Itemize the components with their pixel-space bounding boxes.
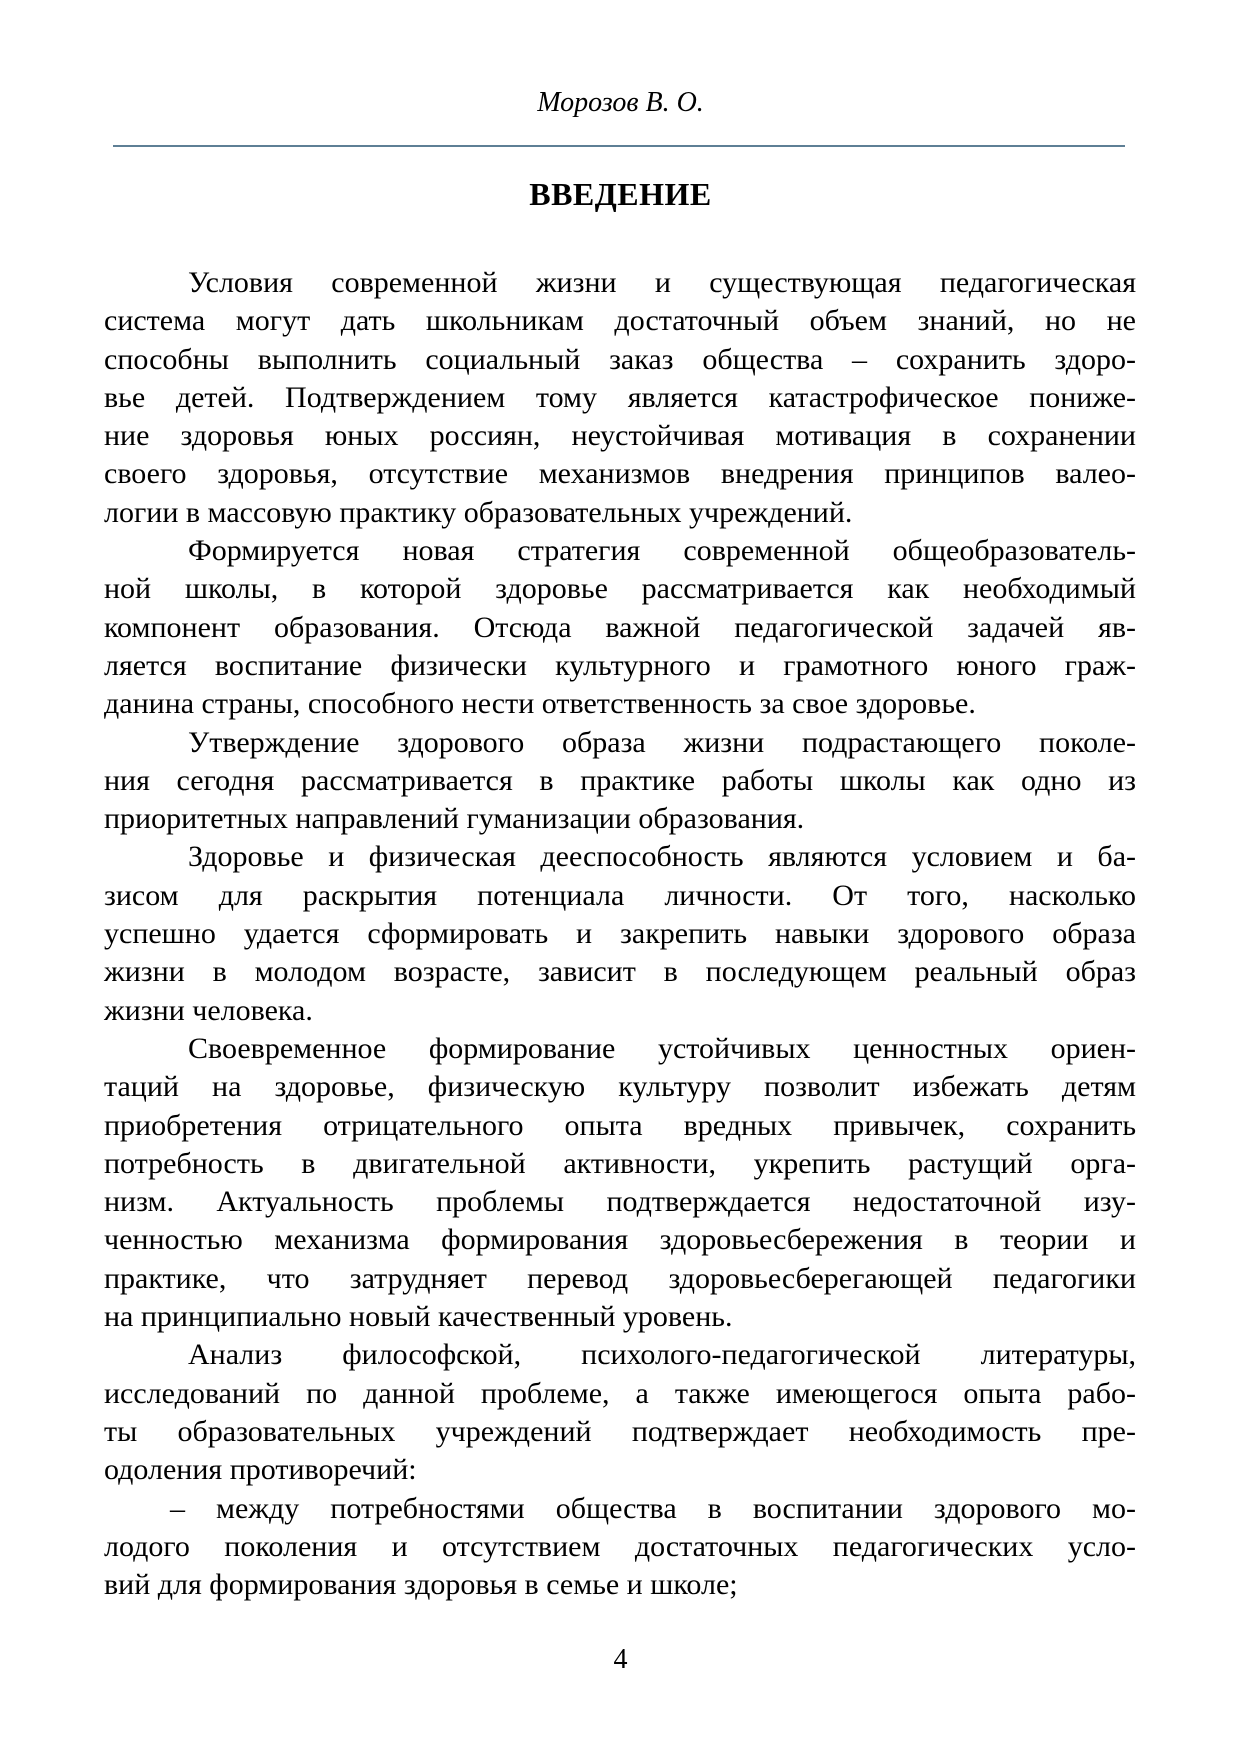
paragraph [104, 838, 1136, 1029]
text-line: ты образовательных учреждений подтверждает необходимость пре- [104, 1414, 1136, 1448]
text-line: низм. Актуальность проблемы подтверждается недостаточной изу- [104, 1185, 1136, 1219]
text-line: ной школы, в которой здоровье рассматривается как необходимый [104, 572, 1136, 606]
page-number: 4 [613, 1644, 628, 1675]
text-line: лодого поколения и отсутствием достаточных педагогических усло- [104, 1529, 1136, 1563]
body-text [104, 264, 1136, 1604]
paragraph [104, 532, 1136, 723]
text-line: вий для формирования здоровья в семье и школе; [104, 1568, 738, 1602]
text-line: жизни в молодом возрасте, зависит в последующем реальный образ [104, 955, 1136, 989]
text-line: ченностью механизма формирования здоровьесбережения в теории и [104, 1223, 1136, 1257]
text-line: ляется воспитание физически культурного и грамотного юного граж- [104, 648, 1136, 682]
text-line: потребность в двигательной активности, укрепить растущий орга- [104, 1146, 1136, 1180]
text-line: способны выполнить социальный заказ общества – сохранить здоро- [104, 342, 1136, 376]
text-line: ние здоровья юных россиян, неустойчивая мотивация в сохранении [104, 419, 1136, 453]
text-line: ния сегодня рассматривается в практике работы школы как одно из [104, 763, 1136, 797]
text-line: Утверждение здорового образа жизни подрастающего поколе- [188, 725, 1136, 759]
text-line: Условия современной жизни и существующая педагогическая [188, 266, 1136, 299]
text-line: компонент образования. Отсюда важной педагогической задачей яв- [104, 610, 1136, 644]
header-divider-line [113, 145, 1125, 147]
text-line: на принципиально новый качественный уровень. [104, 1300, 733, 1334]
text-line: своего здоровья, отсутствие механизмов внедрения принципов валео- [104, 457, 1136, 491]
text-line: успешно удается сформировать и закрепить навыки здорового образа [104, 917, 1136, 951]
paragraph [104, 264, 1136, 532]
text-line: исследований по данной проблеме, а также имеющегося опыта рабо- [104, 1376, 1136, 1410]
text-line: логии в массовую практику образовательных учреждений. [104, 495, 853, 529]
paragraph [104, 724, 1136, 839]
text-line: Здоровье и физическая дееспособность являются условием и ба- [188, 840, 1136, 874]
text-line: – между потребностями общества в воспитании здорового мо- [170, 1491, 1136, 1525]
bullet-paragraph [104, 1490, 1136, 1605]
text-line: зисом для раскрытия потенциала личности. От того, насколько [104, 878, 1136, 912]
chapter-title: ВВЕДЕНИЕ [529, 176, 712, 212]
running-header-author: Морозов В. О. [537, 87, 704, 118]
text-line: приоритетных направлений гуманизации образования. [104, 802, 805, 836]
paragraph [104, 1030, 1136, 1336]
text-line: вье детей. Подтверждением тому является катастрофическое пониже- [104, 380, 1136, 414]
text-line: таций на здоровье, физическую культуру позволит избежать детям [104, 1070, 1136, 1104]
text-line: приобретения отрицательного опыта вредных привычек, сохранить [104, 1108, 1136, 1142]
paragraph [104, 1336, 1136, 1489]
text-line: практике, что затрудняет перевод здоровьесберегающей педагогики [104, 1261, 1136, 1295]
text-line: Формируется новая стратегия современной общеобразователь- [188, 534, 1136, 568]
text-line: Анализ философской, психолого-педагогической литературы, [188, 1338, 1136, 1372]
text-line: Своевременное формирование устойчивых ценностных ориен- [188, 1031, 1136, 1065]
text-line: данина страны, способного нести ответственность за свое здоровье. [104, 687, 976, 721]
text-line: система могут дать школьникам достаточный объем знаний, но не [104, 304, 1136, 338]
text-line: жизни человека. [104, 993, 313, 1027]
text-line: одоления противоречий: [104, 1453, 417, 1487]
